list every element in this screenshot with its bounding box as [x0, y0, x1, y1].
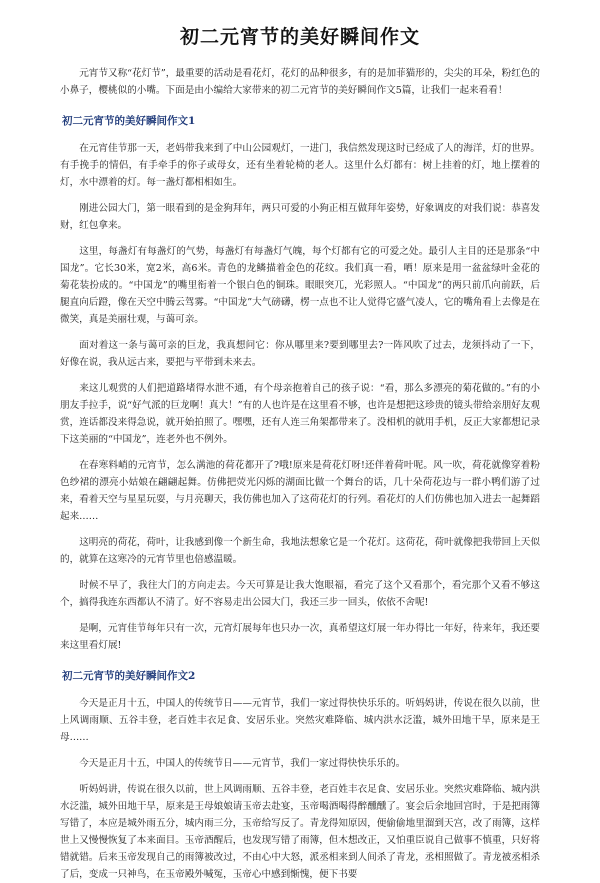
paragraph: 这明亮的荷花，荷叶，让我感到像一个新生命，我地法想象它是一个花灯。这荷花，荷叶就像把我带回上天似的，就算在这寒冷的元宵节里也倍感温暖。	[60, 537, 540, 565]
paragraph: 今天是正月十五，中国人的传统节日——元宵节，我们一家过得快快乐乐的。	[79, 758, 406, 769]
paragraph: 刚进公园大门，第一眼看到的是金狗拜年，两只可爱的小狗正相互做拜年姿势，好象调皮的对我们说：恭喜发财，红包拿来。	[60, 203, 540, 231]
paragraph: 时候不早了，我往大门的方向走去。今天可算是让我大饱眼福，看完了这个又看那个，看完那个又看不够这个，搞得我连东西都认不清了。好不容易走出公园大门，我还三步一回头，依依不舍呢!	[60, 580, 540, 608]
document-title: 初二元宵节的美好瞬间作文	[179, 26, 420, 48]
paragraph: 来这儿观赏的人们把道路堵得水泄不通，有个母亲抱着自己的孩子说：“看，那么多漂亮的菊花做的。”有的小朋友手拉手，说“好气派的巨龙啊！真大！”有的人也许是在这里看不够，也许是想把这珍贵的镜头带给亲朋好友观赏，连话都没来得急说，就开始拍照了。嘿嘿，还有人连三角架都带来了。没相机的就用手机，反正大家都想记录下这美丽的“中国龙”，连老外也不例外。	[60, 383, 540, 445]
paragraph: 面对着这一条与蔼可亲的巨龙，我真想问它：你从哪里来?要到哪里去?一阵风吹了过去，龙须抖动了一下，好像在说，我从远古来，要把与平带到未来去。	[60, 340, 540, 368]
section-heading: 初二元宵节的美好瞬间作文2	[62, 670, 196, 682]
paragraph: 在元宵佳节那一天，老妈带我来到了中山公园观灯，一进门，我信然发现这时已经成了人的海洋，灯的世界。有手挽手的情侣，有手牵手的你子或母女，还有坐着轮椅的老人。这里什么灯都有：树上挂着的灯，地上摆着的灯，水中漂着的灯。每一盏灯都相相如生。	[60, 143, 540, 188]
essay-section-2	[60, 668, 540, 883]
intro-paragraph: 元宵节又称“花灯节”，最重要的活动是看花灯，花灯的品种很多，有的是加菲猫形的，尖尖的耳朵，粉红色的小鼻子，樱桃似的小嘴。下面是由小编给大家带来的初二元宵节的美好瞬间作文5篇，让我们一起来看看！	[60, 68, 540, 96]
essay-section-1	[60, 113, 540, 654]
paragraph: 今天是正月十五，中国人的传统节日——元宵节，我们一家过得快快乐乐的。听妈妈讲，传说在很久以前，世上风调雨顺、五谷丰登，老百姓丰衣足食、安居乐业。突然灾难降临、城内洪水泛滥，城外田地干旱，原来是王母……	[60, 698, 540, 743]
paragraph: 在春寒料峭的元宵节，怎么满池的荷花都开了?哦!原来是荷花灯呀!还伴着荷叶呢。风一吹，荷花就像穿着粉色纱裙的漂亮小姑娘在翩翩起舞。仿佛把荧光闪烁的湖面比做一个舞台的话，几十朵荷花边与一群小鸭们游了过来，看着天空与星星玩耍，与月亮聊天，我仿佛也加入了这荷花灯的行列。看花灯的人们仿佛也加入进去一起舞蹈起来……	[60, 460, 540, 522]
paragraph: 这里，每盏灯有每盏灯的气势，每盏灯有每盏灯气魄，每个灯都有它的可爱之处。最引人主目的还是那条“中国龙”。它长30米，宽2米，高6米。青色的龙鳞描着金色的花纹。我们真一看，哂！原来是用一盆盆绿叶金花的菊花装扮成的。“中国龙”的嘴里衔着一个银白色的铜珠。眼眼突兀，光彩照人。“中国龙”的两只前爪向前跃，后腿直向后蹬，像在天空中腾云驾雾。“中国龙”大气磅礴，楞一点也不让人觉得它盛气凌人，它的嘴角看上去像是在微笑，真是美丽壮观，与蔼可亲。	[60, 246, 540, 325]
section-heading: 初二元宵节的美好瞬间作文1	[62, 115, 196, 127]
paragraph: 是啊，元宵佳节每年只有一次，元宵灯展每年也只办一次，真希望这灯展一年办得比一年好，待来年，我还要来这里看灯展!	[60, 623, 540, 651]
paragraph: 听妈妈讲，传说在很久以前，世上风调雨顺、五谷丰登，老百姓丰衣足食、安居乐业。突然灾难降临、城内洪水泛滥，城外田地干旱，原来是王母娘娘请玉帝去赴宴，玉帝喝酒喝得醉醺醺了。宴会后余地回宫时，于是把雨簿写错了，本应是城外雨五分，城内雨三分，玉帝给写反了。青龙得知原因，便偷偷地里溜到天宫，改了雨簿，这样世上又慢慢恢复了本来面目。玉帝酒醒后，也发现写错了雨簿，但木想改正，又怕重臣说自己做事不慎重，只好将错就错。后来玉帝发现自己的雨簿被改过，不由心中大怒，派丞相来到人间杀了青龙，丞相照做了。青龙被丞相杀了后，变成一只神鸟，在玉帝殿外喊冤，玉帝心中感到惭愧，便下书要	[60, 784, 540, 880]
